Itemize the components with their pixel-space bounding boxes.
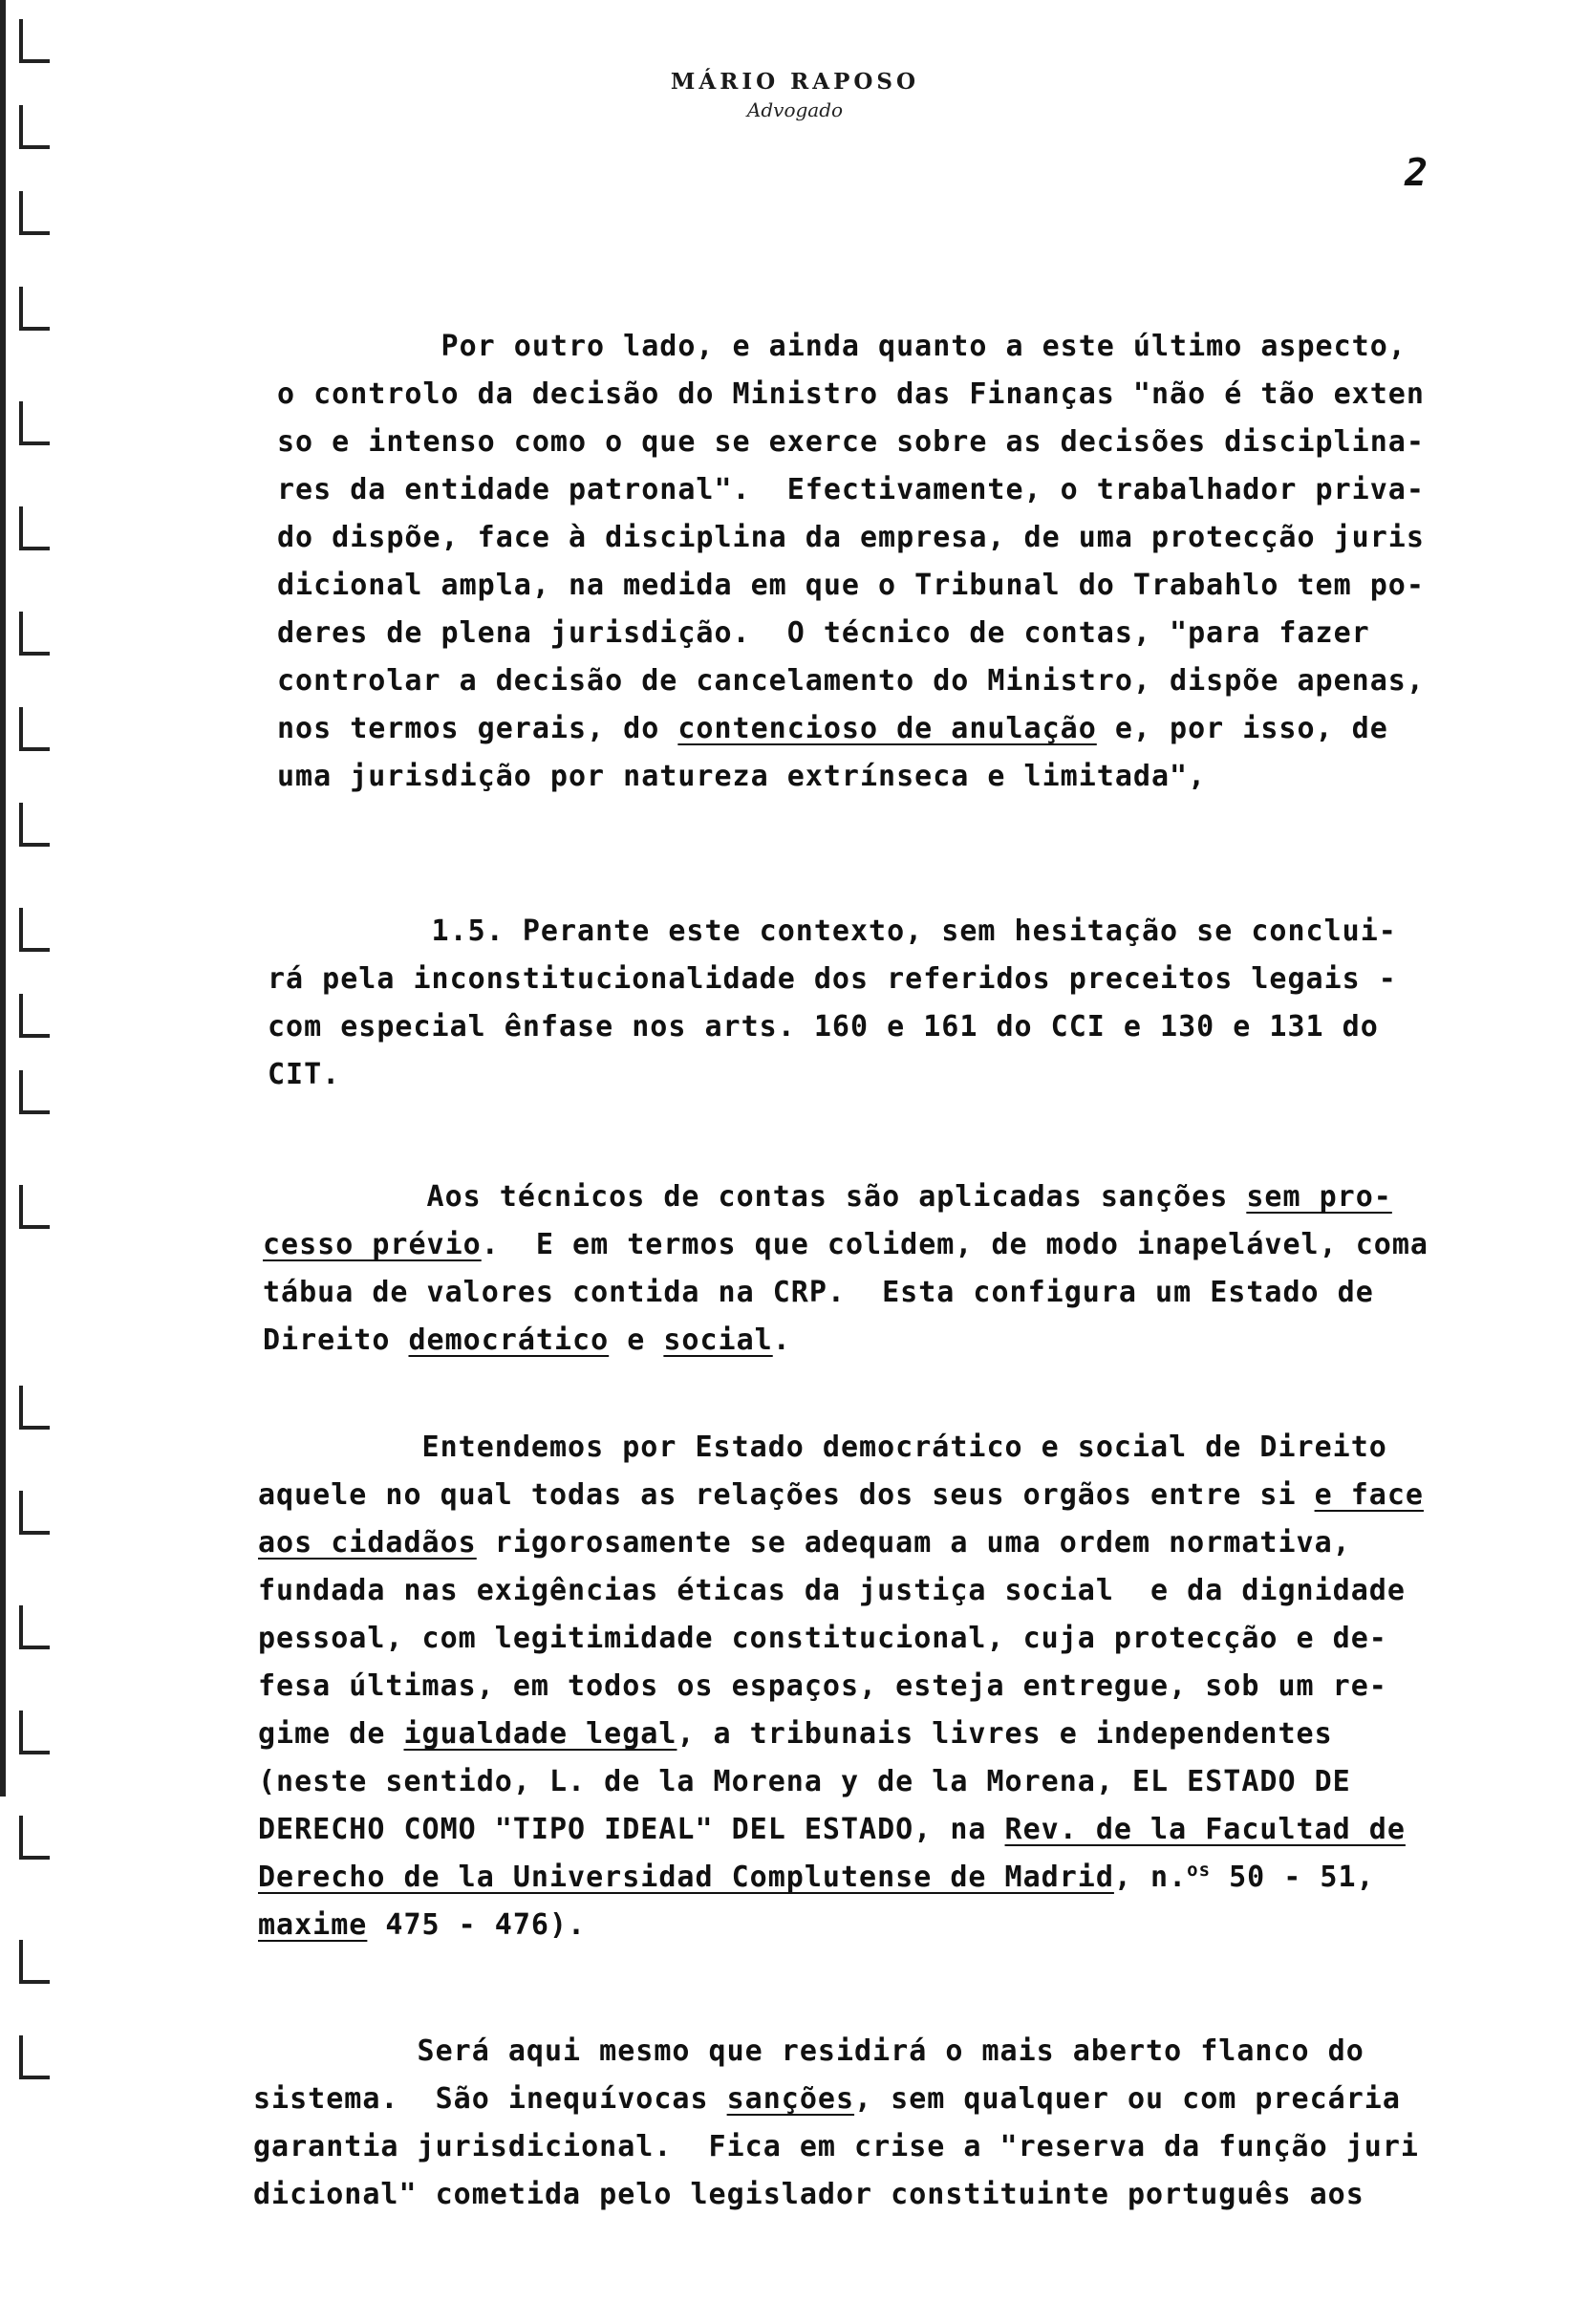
text-line [258,1519,1424,1567]
paragraph-2 [268,908,1397,1099]
paragraph-1 [277,323,1425,801]
text-span: rigorosamente se adequam a uma ordem normativa, [476,1526,1351,1560]
underlined-text: e face [1314,1478,1424,1512]
text-span: , a tribunais livres e independentes [677,1717,1333,1751]
text-line [258,1806,1424,1854]
text-span: . E em termos que colidem, de modo inapelável, coma [481,1228,1429,1261]
binding-mark [19,1605,50,1649]
text-line: Será aqui mesmo que residirá o mais aberto flanco do [253,2034,1364,2068]
binding-mark [19,908,50,952]
binding-mark [19,1491,50,1535]
underlined-text: igualdade legal [403,1717,677,1751]
text-line [258,1854,1424,1902]
binding-mark [19,191,50,235]
text-line: garantia jurisdicional. Fica em crise a "reserva da função juri [253,2130,1419,2163]
binding-mark [19,1386,50,1430]
text-line [263,1173,1429,1221]
text-line [263,1221,1429,1269]
text-line: dicional ampla, na medida em que o Tribunal do Trabahlo tem po- [277,569,1425,602]
text-span: 475 - 476). [367,1908,587,1942]
text-line: tábua de valores contida na CRP. Esta configura um Estado de [263,1276,1374,1309]
text-line: (neste sentido, L. de la Morena y de la Morena, EL ESTADO DE [258,1765,1351,1798]
text-line: do dispõe, face à disciplina da empresa, de uma protecção juris [277,521,1425,554]
binding-mark [19,506,50,550]
underlined-text: Rev. de la Facultad de [1004,1813,1406,1846]
text-span: gime de [258,1717,404,1751]
text-span: Direito [263,1323,409,1357]
text-line: rá pela inconstitucionalidade dos referidos preceitos legais - [268,962,1397,996]
underlined-text: democrático [408,1323,610,1357]
binding-mark [19,1070,50,1114]
underlined-text: contencioso de anulação [677,712,1097,745]
binding-mark [19,1940,50,1984]
text-line: Por outro lado, e ainda quanto a este último aspecto, [277,330,1407,363]
text-line [253,2076,1419,2123]
text-span: aquele no qual todas as relações dos seus orgãos entre si [258,1478,1315,1512]
text-span: nos termos gerais, do [277,712,678,745]
binding-mark [19,19,50,63]
text-line [277,705,1425,753]
letterhead [0,69,1590,121]
text-line: o controlo da decisão do Ministro das Finanças "não é tão exten [277,377,1425,411]
paragraph-3 [263,1173,1429,1365]
text-line: 1.5. Perante este contexto, sem hesitação se conclui- [268,915,1397,948]
binding-mark [19,1711,50,1754]
paragraph-4 [258,1424,1424,1949]
underlined-text: social [663,1323,773,1357]
text-span: Aos técnicos de contas são aplicadas sanções [263,1180,1247,1214]
text-span: e [609,1323,664,1357]
binding-mark [19,1185,50,1229]
text-span: e, por isso, de [1096,712,1388,745]
paragraph-5 [253,2028,1419,2219]
text-span: . [772,1323,791,1357]
text-span: sistema. São inequívocas [253,2082,727,2116]
text-span: , sem qualquer ou com precária [854,2082,1401,2116]
binding-mark [19,2035,50,2079]
text-line: pessoal, com legitimidade constitucional, cuja protecção e de- [258,1622,1387,1655]
underlined-text: maxime [258,1908,368,1942]
text-line: com especial ênfase nos arts. 160 e 161 do CCI e 130 e 131 do [268,1010,1379,1044]
text-line: Entendemos por Estado democrático e social de Direito [258,1431,1387,1464]
letterhead-subtitle: Advogado [746,98,844,121]
text-span: , n. [1113,1861,1188,1894]
underlined-text: aos cidadãos [258,1526,477,1560]
binding-edge [0,0,6,1797]
text-line: so e intenso como o que se exerce sobre as decisões disciplina- [277,425,1425,459]
text-line: dicional" cometida pelo legislador constituinte português aos [253,2178,1364,2211]
text-line [263,1317,1429,1365]
binding-mark [19,707,50,751]
text-line: res da entidade patronal". Efectivamente, o trabalhador priva- [277,473,1425,506]
underlined-text: sanções [726,2082,855,2116]
text-line: fesa últimas, em todos os espaços, esteja entregue, sob um re- [258,1669,1387,1703]
underlined-text: Derecho de la Universidad Complutense de Madrid [258,1861,1114,1894]
binding-mark [19,612,50,656]
binding-marks [0,0,57,2324]
text-line: CIT. [268,1058,341,1091]
binding-mark [19,1816,50,1860]
letterhead-name: MÁRIO RAPOSO [670,69,920,95]
text-line: deres de plena jurisdição. O técnico de contas, "para fazer [277,616,1370,650]
binding-mark [19,803,50,847]
text-line: fundada nas exigências éticas da justiça social e da dignidade [258,1574,1406,1607]
page-number: 2 [1405,151,1429,195]
text-line: uma jurisdição por natureza extrínseca e limitada", [277,760,1207,793]
binding-mark [19,994,50,1038]
binding-mark [19,287,50,331]
underlined-text: cesso prévio [263,1228,482,1261]
underlined-text: sem pro- [1246,1180,1392,1214]
text-line [258,1711,1424,1758]
text-line [258,1472,1424,1519]
text-span: DERECHO COMO "TIPO IDEAL" DEL ESTADO, na [258,1813,1005,1846]
text-line: controlar a decisão de cancelamento do Ministro, dispõe apenas, [277,664,1425,698]
text-line [258,1902,1424,1949]
text-span: 50 - 51, [1211,1861,1375,1894]
superscript: os [1187,1860,1212,1881]
binding-mark [19,401,50,445]
